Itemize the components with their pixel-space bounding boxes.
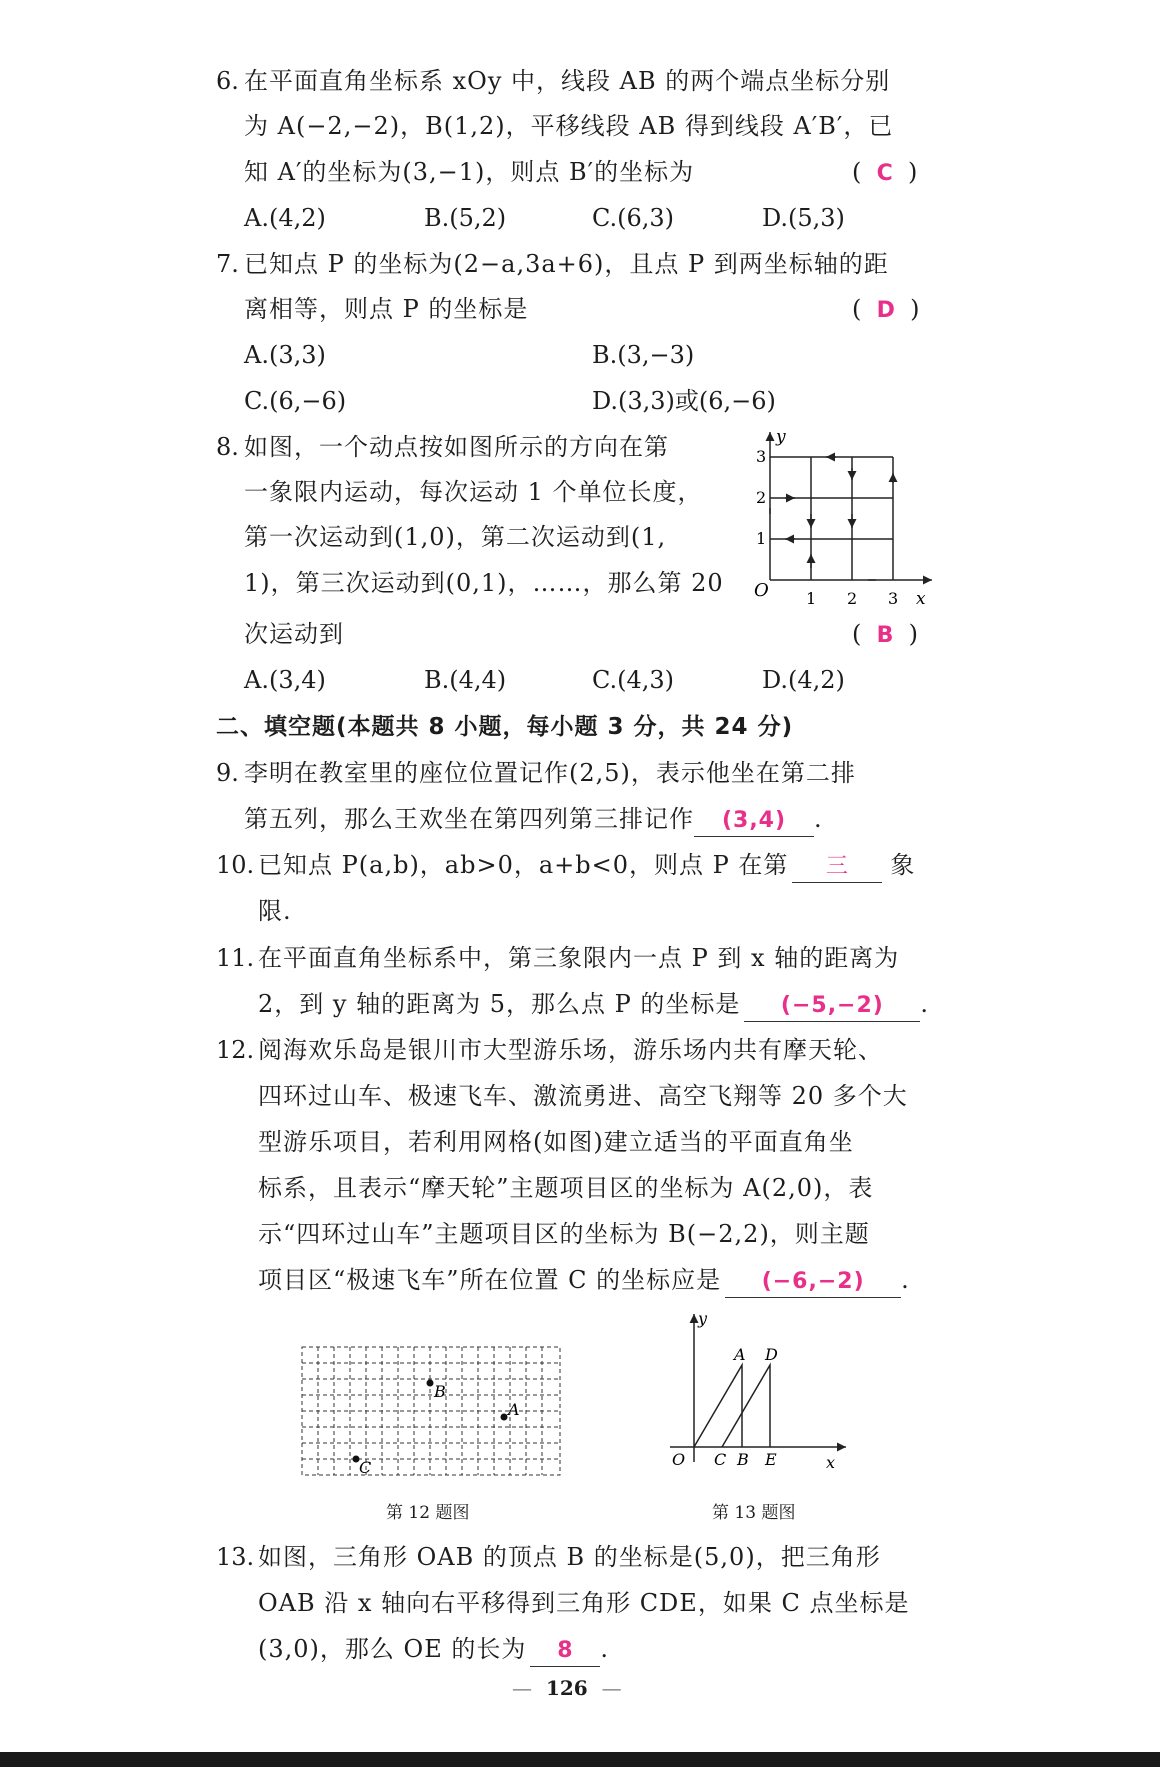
q8-answer-paren: ( B ) — [852, 620, 919, 648]
q12-line6-text: 项目区“极速飞车”所在位置 C 的坐标应是 — [258, 1266, 722, 1294]
q10-blank — [792, 850, 882, 883]
q8-option-b: B.(4,4) — [424, 666, 507, 694]
q8-line2: 一象限内运动，每次运动 1 个单位长度， — [244, 478, 703, 506]
q8-option-c: C.(4,3) — [592, 666, 675, 694]
q13-number: 13. — [216, 1543, 255, 1571]
q12-fig-caption: 第 12 题图 — [386, 1503, 470, 1523]
q10-line1-text: 已知点 P(a,b)，ab>0，a+b<0，则点 P 在第 — [258, 851, 789, 879]
q12-line3: 型游乐项目，若利用网格(如图)建立适当的平面直角坐 — [258, 1128, 854, 1156]
page-number: — 126 — — [512, 1676, 622, 1700]
q12-line1: 阅海欢乐岛是银川市大型游乐场，游乐场内共有摩天轮、 — [258, 1036, 883, 1064]
q7-option-d: D.(3,3)或(6,−6) — [592, 387, 776, 415]
q13-triangle-figure — [664, 1310, 854, 1472]
q8-fig-xtick-1: 1 — [806, 589, 817, 608]
q13-end: . — [600, 1635, 609, 1663]
q10-after: 象 — [890, 851, 916, 879]
q8-answer: B — [876, 623, 894, 648]
q11-number: 11. — [216, 944, 255, 972]
q6-option-c: C.(6,3) — [592, 204, 675, 232]
q9-end: . — [814, 805, 823, 833]
q6-option-d: D.(5,3) — [762, 204, 845, 232]
q10-answer: 三 — [825, 854, 849, 879]
q11-blank — [744, 989, 920, 1022]
q8-fig-origin: O — [754, 580, 769, 601]
q6-line1: 在平面直角坐标系 xOy 中，线段 AB 的两个端点坐标分别 — [244, 67, 891, 95]
q6-answer: C — [876, 161, 893, 186]
q8-line5: 次运动到 — [244, 620, 344, 648]
q11-answer: (−5,−2) — [780, 993, 884, 1018]
q13-fig-label-y: y — [698, 1310, 708, 1328]
q13-fig-caption: 第 13 题图 — [712, 1503, 796, 1523]
q12-fig-label-b: B — [434, 1382, 446, 1401]
q7-answer-paren: ( D ) — [852, 295, 920, 323]
q12-end: . — [901, 1266, 910, 1294]
q6-answer-paren: ( C ) — [852, 158, 918, 186]
q9-line1: 李明在教室里的座位位置记作(2,5)，表示他坐在第二排 — [244, 759, 856, 787]
q8-fig-xtick-2: 2 — [847, 589, 858, 608]
q8-fig-ylabel: y — [776, 428, 786, 447]
q13-fig-label-o: O — [672, 1450, 686, 1469]
q9-line2-text: 第五列，那么王欢坐在第四列第三排记作 — [244, 805, 694, 833]
q7-line2: 离相等，则点 P 的坐标是 — [244, 295, 529, 323]
q11-end: . — [920, 990, 930, 1018]
q7-option-b: B.(3,−3) — [592, 341, 695, 369]
q10-line2: 限. — [258, 897, 292, 925]
q11-line1: 在平面直角坐标系中，第三象限内一点 P 到 x 轴的距离为 — [258, 944, 900, 972]
q13-fig-label-x: x — [826, 1453, 836, 1472]
q10-line1 — [258, 850, 915, 883]
q12-number: 12. — [216, 1036, 255, 1064]
q8-fig-ytick-1: 1 — [756, 529, 767, 548]
q8-fig-ytick-2: 2 — [756, 488, 767, 507]
q13-fig-label-e: E — [765, 1450, 777, 1469]
q9-line2 — [244, 804, 823, 837]
q8-fig-xtick-3: 3 — [888, 589, 899, 608]
q8-line1: 如图，一个动点按如图所示的方向在第 — [244, 433, 669, 461]
q11-line2 — [258, 989, 929, 1022]
q8-number: 8. — [216, 433, 239, 461]
q7-option-a: A.(3,3) — [244, 341, 326, 369]
q7-answer: D — [876, 298, 895, 323]
q12-line4: 标系，且表示“摩天轮”主题项目区的坐标为 A(2,0)，表 — [258, 1174, 874, 1202]
q6-line2: 为 A(−2,−2)，B(1,2)，平移线段 AB 得到线段 A′B′，已 — [244, 112, 894, 140]
q12-line6 — [258, 1265, 910, 1298]
q13-fig-label-a: A — [734, 1345, 746, 1364]
q8-option-a: A.(3,4) — [244, 666, 326, 694]
q13-answer: 8 — [557, 1638, 574, 1663]
q7-line1: 已知点 P 的坐标为(2−a,3a+6)，且点 P 到两坐标轴的距 — [244, 250, 889, 278]
q13-line2: OAB 沿 x 轴向右平移得到三角形 CDE，如果 C 点坐标是 — [258, 1589, 910, 1617]
q6-option-a: A.(4,2) — [244, 204, 326, 232]
q12-grid-figure — [300, 1345, 564, 1479]
q13-fig-label-b: B — [737, 1450, 749, 1469]
q8-option-d: D.(4,2) — [762, 666, 845, 694]
q12-fig-label-c: C — [359, 1458, 372, 1477]
q13-fig-label-d: D — [765, 1345, 778, 1364]
q7-number: 7. — [216, 250, 239, 278]
q6-option-b: B.(5,2) — [424, 204, 507, 232]
q8-line3: 第一次运动到(1,0)，第二次运动到(1, — [244, 523, 667, 551]
q9-number: 9. — [216, 759, 239, 787]
q13-line3 — [258, 1634, 609, 1667]
q12-line5: 示“四环过山车”主题项目区的坐标为 B(−2,2)，则主题 — [258, 1220, 870, 1248]
q8-path-figure — [740, 428, 936, 612]
q9-blank — [694, 804, 814, 837]
q12-line2: 四环过山车、极速飞车、激流勇进、高空飞翔等 20 多个大 — [258, 1082, 908, 1110]
q6-line3: 知 A′的坐标为(3,−1)，则点 B′的坐标为 — [244, 158, 695, 186]
q10-number: 10. — [216, 851, 255, 879]
q7-option-c: C.(6,−6) — [244, 387, 347, 415]
q8-fig-ytick-3: 3 — [756, 447, 767, 466]
q9-answer: (3,4) — [721, 808, 787, 833]
page-number-value: 126 — [545, 1676, 588, 1700]
q13-line3-text: (3,0)，那么 OE 的长为 — [258, 1635, 527, 1663]
q12-fig-label-a: A — [508, 1400, 520, 1419]
q12-blank — [725, 1265, 901, 1298]
q13-fig-label-c: C — [714, 1450, 727, 1469]
q12-answer: (−6,−2) — [761, 1269, 865, 1294]
q13-line1: 如图，三角形 OAB 的顶点 B 的坐标是(5,0)，把三角形 — [258, 1543, 881, 1571]
bottom-edge-bar — [0, 1752, 1160, 1767]
q11-line2-text: 2，到 y 轴的距离为 5，那么点 P 的坐标是 — [258, 990, 741, 1018]
q8-fig-xlabel: x — [916, 589, 926, 609]
q6-number: 6. — [216, 67, 239, 95]
q8-line4: 1)，第三次运动到(0,1)，……，那么第 20 — [244, 569, 724, 597]
section2-heading: 二、填空题(本题共 8 小题，每小题 3 分，共 24 分) — [216, 714, 794, 740]
q13-blank — [530, 1634, 600, 1667]
